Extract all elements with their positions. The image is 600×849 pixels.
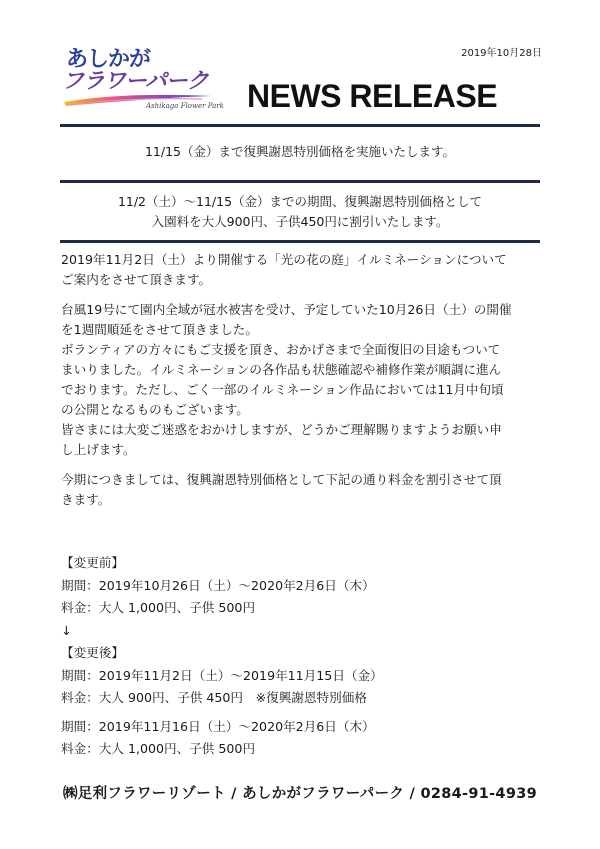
summary-box: [0, 192, 600, 232]
paragraph-line: まいりました。イルミネーションの各作品も状態確認や補修作業が順調に進ん: [61, 362, 502, 377]
after-period-2: 期間：2019年11月16日（土）～2020年2月6日（木）: [61, 718, 375, 734]
paragraph-line: 台風19号にて園内全域が冠水被害を受け、予定していた10月26日（土）の開催: [61, 302, 512, 317]
after-price-2: 料金：大人 1,000円、子供 500円: [61, 741, 256, 756]
logo-subtitle: Ashikaga Flower Park: [146, 102, 224, 110]
paragraph-line: の公開となるものもございます。: [61, 402, 249, 417]
paragraph-line: し上げます。: [61, 442, 136, 457]
paragraph-intro: [61, 250, 545, 290]
divider-middle: [60, 180, 540, 183]
paragraph-typhoon: [61, 300, 545, 460]
paragraph-line: でおります。ただし、ごく一部のイルミネーション作品においては11月中旬頃: [61, 382, 504, 397]
contact-footer: ㈱足利フラワーリゾート / あしかがフラワーパーク / 0284-91-4939: [63, 786, 537, 802]
logo-text-line2: フラワーパーク: [62, 69, 208, 94]
subheadline: 11/15（金）まで復興謝恩特別価格を実施いたします。: [144, 144, 456, 159]
paragraph-line: を1週間順延をさせて頂きました。: [61, 322, 258, 337]
price-change-list: [61, 552, 383, 761]
paragraph-line: 2019年11月2日（土）より開催する「光の花の庭」イルミネーションについて: [61, 252, 507, 267]
summary-line: 11/2（土）～11/15（金）までの期間、復興謝恩特別価格として: [117, 194, 483, 209]
news-release-title: NEWS RELEASE: [247, 78, 498, 114]
release-date: 2019年10月28日: [461, 48, 542, 59]
summary-line: 入園料を大人900円、子供450円に割引いたします。: [151, 214, 449, 229]
before-heading: 【変更前】: [61, 555, 124, 570]
after-period-1: 期間：2019年11月2日（土）～2019年11月15日（金）: [61, 667, 383, 683]
body-text: [61, 250, 545, 520]
paragraph-line: ボランティアの方々にもご支援を頂き、おかげさまで全面復旧の目途もついて: [61, 342, 501, 357]
divider-bottom: [60, 240, 540, 243]
before-period: 期間：2019年10月26日（土）～2020年2月6日（木）: [61, 577, 375, 593]
arrow-down-icon: ↓: [61, 622, 72, 638]
before-price: 料金：大人 1,000円、子供 500円: [61, 600, 256, 615]
after-price-1: 料金：大人 900円、子供 450円 ※復興謝恩特別価格: [61, 690, 367, 705]
divider-top: [60, 124, 540, 127]
logo-text-line1: あしかが: [66, 47, 151, 72]
ashikaga-flower-park-logo: [62, 48, 232, 112]
after-heading: 【変更後】: [61, 645, 124, 660]
paragraph-line: きます。: [61, 492, 111, 507]
paragraph-line: 皆さまには大変ご迷惑をおかけしますが、どうかご理解賜りますようお願い申: [61, 422, 502, 437]
paragraph-line: ご案内をさせて頂きます。: [61, 272, 212, 287]
paragraph-discount: [61, 470, 545, 510]
paragraph-line: 今期につきましては、復興謝恩特別価格として下記の通り料金を割引させて頂: [61, 472, 502, 487]
